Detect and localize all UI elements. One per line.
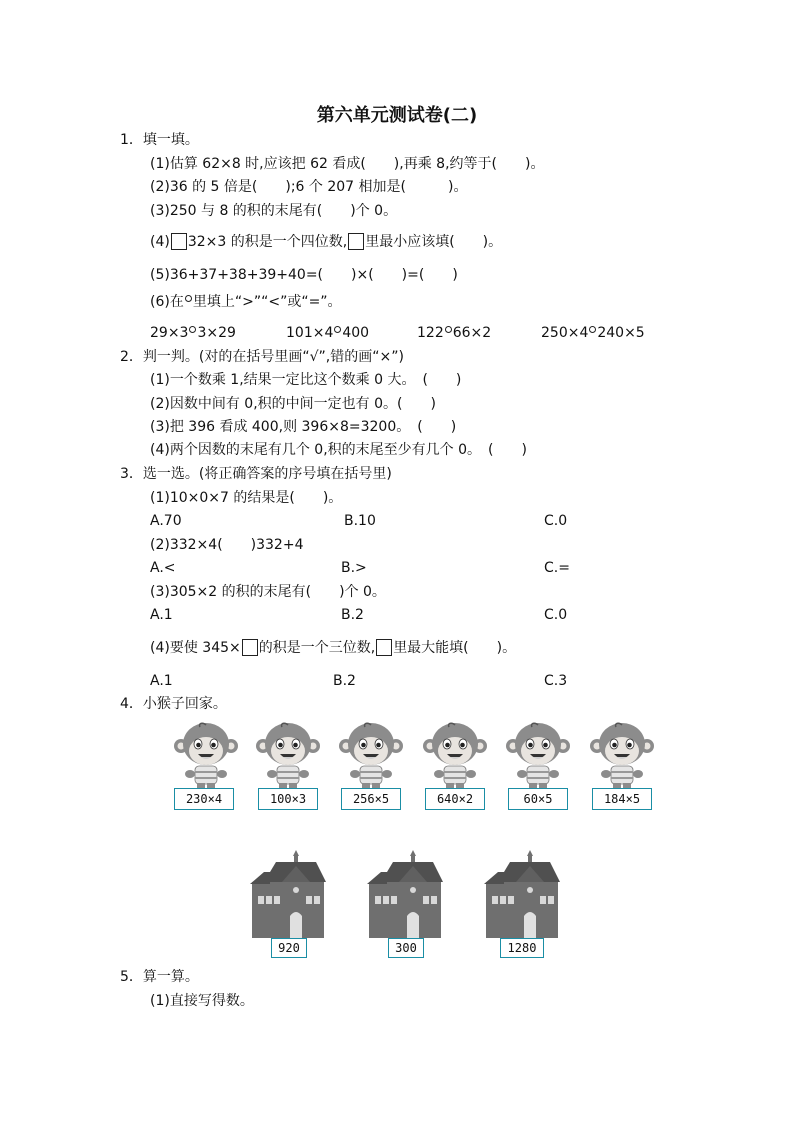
answer-box[interactable] (171, 233, 187, 250)
answer-box[interactable] (242, 639, 258, 656)
q1-item-5: (5)36+37+38+39+40=( )×( )=( ) (150, 267, 458, 283)
compare-circle[interactable] (185, 295, 192, 302)
q1-item-4-num: (4) (150, 234, 170, 250)
compare-3-left: 122 (417, 325, 444, 341)
q3-heading: 3．选一选。(将正确答案的序号填在括号里) (120, 466, 392, 482)
q1-heading: 1．填一填。 (120, 132, 199, 148)
answer-box[interactable] (376, 639, 392, 656)
monkey-label-1: 230×4 (174, 788, 234, 810)
q3-item-2: (2)332×4( )332+4 (150, 537, 304, 553)
q3-item-4-option-c: C.3 (544, 673, 568, 689)
monkey-label-6: 184×5 (592, 788, 652, 810)
page-title: 第六单元测试卷(二) (316, 105, 478, 126)
compare-circle[interactable] (334, 326, 341, 333)
compare-3-right: 66×2 (452, 325, 492, 341)
q1-item-4 (150, 233, 502, 251)
q1-item-4-tail: 里最小应该填( )。 (365, 234, 503, 250)
house-icon (367, 850, 443, 940)
q3-item-1-option-c: C.0 (544, 513, 568, 529)
q1-item-1: (1)估算 62×8 时,应该把 62 看成( ),再乘 8,约等于( )。 (150, 156, 545, 172)
q2-item-2: (2)因数中间有 0,积的中间一定也有 0。( ) (150, 396, 436, 412)
monkey-label-4: 640×2 (425, 788, 485, 810)
q3-item-3-option-a: A.1 (150, 607, 173, 623)
q3-item-1: (1)10×0×7 的结果是( )。 (150, 490, 343, 506)
q3-item-2-option-a: A.< (150, 560, 176, 576)
q3-item-3-option-b: B.2 (341, 607, 364, 623)
compare-1-left: 29×3 (150, 325, 189, 341)
monkey-label-5: 60×5 (508, 788, 568, 810)
q3-item-2-option-b: B.> (341, 560, 367, 576)
q1-item-3: (3)250 与 8 的积的末尾有( )个 0。 (150, 203, 398, 219)
q3-item-4 (150, 639, 516, 657)
compare-3 (417, 324, 491, 342)
q3-item-1-option-a: A.70 (150, 513, 182, 529)
compare-2 (286, 324, 369, 342)
compare-4-left: 250×4 (541, 325, 589, 341)
monkey-label-2: 100×3 (258, 788, 318, 810)
q3-item-3: (3)305×2 的积的末尾有( )个 0。 (150, 584, 386, 600)
q2-item-3: (3)把 396 看成 400,则 396×8=3200。 ( ) (150, 419, 457, 435)
q5-item-1: (1)直接写得数。 (150, 993, 254, 1009)
compare-1 (150, 324, 236, 342)
compare-circle[interactable] (589, 326, 596, 333)
compare-circle[interactable] (445, 326, 452, 333)
compare-4-right: 240×5 (597, 325, 645, 341)
compare-2-left: 101×4 (286, 325, 334, 341)
compare-2-right: 400 (342, 325, 370, 341)
q5-heading: 5．算一算。 (120, 969, 199, 985)
answer-box[interactable] (348, 233, 364, 250)
q3-item-4-text: 的积是一个三位数, (258, 640, 376, 656)
compare-circle[interactable] (189, 326, 196, 333)
q1-item-6 (150, 293, 342, 311)
house-icon (250, 850, 326, 940)
q3-item-4-num: (4)要使 345× (150, 640, 241, 656)
house-label-2: 300 (388, 938, 424, 958)
compare-4 (541, 324, 645, 342)
q3-item-2-option-c: C.= (544, 560, 570, 576)
q1-item-6-text: 里填上“>”“<”或“=”。 (192, 294, 342, 310)
q2-heading: 2．判一判。(对的在括号里画“√”,错的画“×”) (120, 349, 404, 365)
q1-item-4-text: 32×3 的积是一个四位数, (187, 234, 348, 250)
house-icon (484, 850, 560, 940)
q2-item-4: (4)两个因数的末尾有几个 0,积的末尾至少有几个 0。 ( ) (150, 442, 527, 458)
house-label-3: 1280 (500, 938, 544, 958)
q1-item-6-num: (6)在 (150, 294, 184, 310)
q3-item-4-tail: 里最大能填( )。 (393, 640, 517, 656)
q2-item-1: (1)一个数乘 1,结果一定比这个数乘 0 大。 ( ) (150, 372, 462, 388)
q1-item-2: (2)36 的 5 倍是( );6 个 207 相加是( )。 (150, 179, 468, 195)
q3-item-1-option-b: B.10 (344, 513, 376, 529)
q3-item-4-option-b: B.2 (333, 673, 356, 689)
compare-1-right: 3×29 (197, 325, 236, 341)
monkey-label-3: 256×5 (341, 788, 401, 810)
q4-heading: 4．小猴子回家。 (120, 696, 227, 712)
q3-item-4-option-a: A.1 (150, 673, 173, 689)
house-label-1: 920 (271, 938, 307, 958)
q3-item-3-option-c: C.0 (544, 607, 568, 623)
